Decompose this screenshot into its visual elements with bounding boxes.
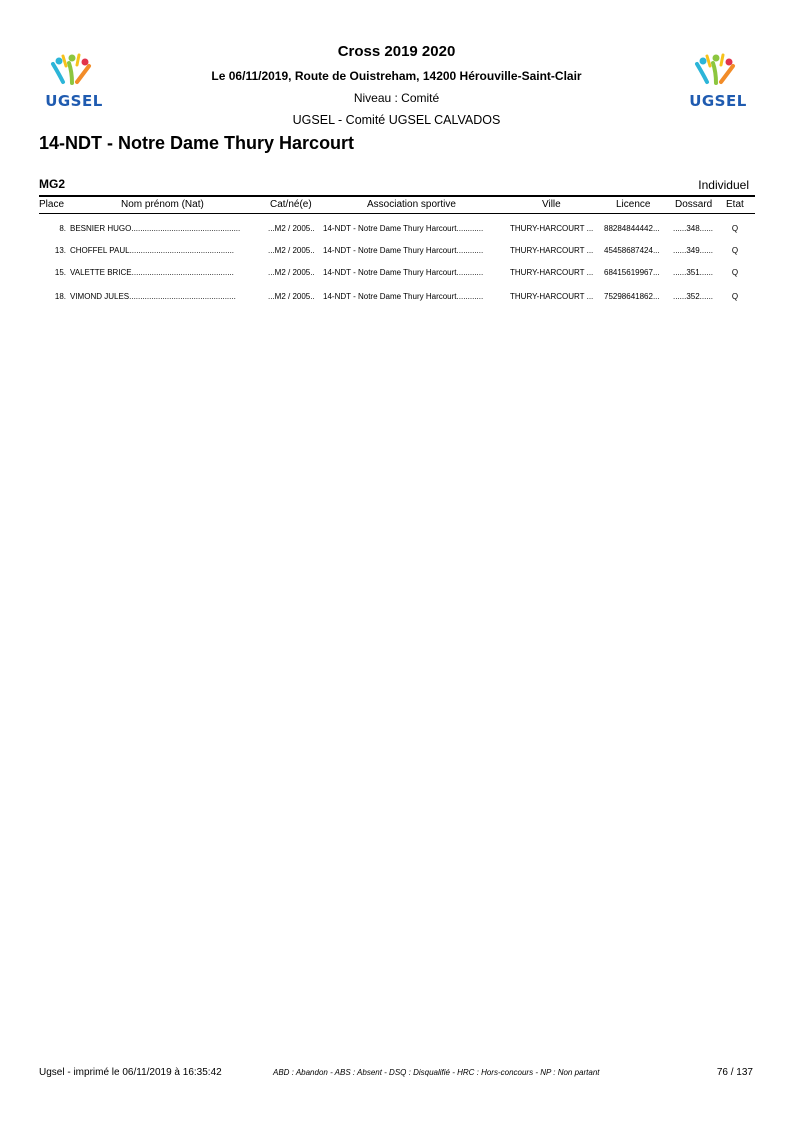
row-cat: ...M2 / 2005.. <box>268 246 315 255</box>
row-place: 8. <box>59 224 66 233</box>
row-licence: 68415619967... <box>604 268 660 277</box>
row-licence: 88284844442... <box>604 224 660 233</box>
table-top-rule <box>39 195 755 197</box>
row-place: 15. <box>54 268 66 277</box>
col-place: Place <box>39 199 65 210</box>
event-level: Niveau : Comité <box>353 91 440 105</box>
event-date-location: Le 06/11/2019, Route de Ouistreham, 14200 Hérouville-Saint-Clair <box>211 69 582 83</box>
row-assoc: 14-NDT - Notre Dame Thury Harcourt............ <box>323 292 484 301</box>
row-state: Q <box>731 292 739 301</box>
row-dossard: ......352...... <box>673 292 714 301</box>
col-state: Etat <box>726 199 744 210</box>
table-row <box>0 224 793 236</box>
row-licence: 75298641862... <box>604 292 660 301</box>
col-cat: Cat/né(e) <box>270 199 312 210</box>
col-city: Ville <box>542 199 561 210</box>
footer-legend: ABD : Abandon - ABS : Absent - DSQ : Disqualifié - HRC : Hors-concours - NP : Non partant <box>273 1068 600 1077</box>
row-cat: ...M2 / 2005.. <box>268 292 315 301</box>
col-assoc: Association sportive <box>367 199 456 210</box>
row-place: 13. <box>54 246 66 255</box>
row-place: 18. <box>54 292 66 301</box>
row-city: THURY-HARCOURT ... <box>510 268 594 277</box>
table-row <box>0 246 793 258</box>
row-name: VIMOND JULES................................................ <box>70 292 236 301</box>
row-assoc: 14-NDT - Notre Dame Thury Harcourt............ <box>323 268 484 277</box>
col-name: Nom prénom (Nat) <box>121 199 204 210</box>
footer-printed: Ugsel - imprimé le 06/11/2019 à 16:35:42 <box>39 1067 222 1078</box>
row-name: CHOFFEL PAUL............................................... <box>70 246 235 255</box>
col-dossard: Dossard <box>675 199 713 210</box>
row-state: Q <box>731 224 739 233</box>
row-name: BESNIER HUGO................................................. <box>70 224 241 233</box>
row-dossard: ......351...... <box>673 268 714 277</box>
table-row <box>0 268 793 280</box>
row-dossard: ......348...... <box>673 224 714 233</box>
row-city: THURY-HARCOURT ... <box>510 292 594 301</box>
row-cat: ...M2 / 2005.. <box>268 268 315 277</box>
event-title: Cross 2019 2020 <box>337 43 456 60</box>
logo-wordmark: UGSEL <box>689 92 747 110</box>
row-licence: 45458687424... <box>604 246 660 255</box>
row-assoc: 14-NDT - Notre Dame Thury Harcourt............ <box>323 246 484 255</box>
row-state: Q <box>731 246 739 255</box>
row-city: THURY-HARCOURT ... <box>510 246 594 255</box>
row-city: THURY-HARCOURT ... <box>510 224 594 233</box>
col-licence: Licence <box>616 199 651 210</box>
row-state: Q <box>731 268 739 277</box>
committee-name: UGSEL - Comité UGSEL CALVADOS <box>292 113 501 127</box>
logo-wordmark: UGSEL <box>45 92 103 110</box>
row-cat: ...M2 / 2005.. <box>268 224 315 233</box>
club-heading: 14-NDT - Notre Dame Thury Harcourt <box>39 133 355 153</box>
row-dossard: ......349...... <box>673 246 714 255</box>
category-type: Individuel <box>698 178 749 192</box>
category-name: MG2 <box>39 177 66 191</box>
table-header-rule <box>39 213 755 214</box>
row-name: VALETTE BRICE.............................................. <box>70 268 234 277</box>
row-assoc: 14-NDT - Notre Dame Thury Harcourt............ <box>323 224 484 233</box>
page-number: 76 / 137 <box>716 1067 753 1078</box>
table-row <box>0 292 793 304</box>
